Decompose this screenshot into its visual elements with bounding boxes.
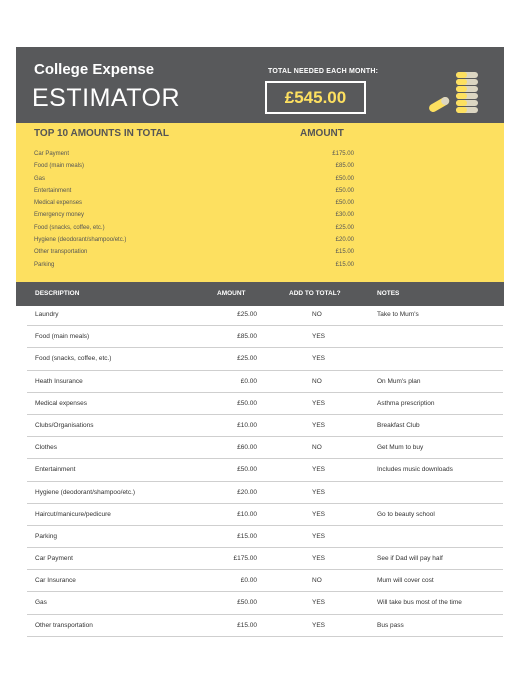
list-item (34, 151, 354, 163)
top10-amount: £20.00 (335, 237, 354, 244)
cell-amount[interactable]: £10.00 (237, 510, 257, 518)
cell-notes[interactable]: See if Dad will pay half (377, 555, 443, 563)
total-label: TOTAL NEEDED EACH MONTH: (268, 68, 379, 75)
column-header-description[interactable]: DESCRIPTION (35, 290, 80, 297)
table-row[interactable] (27, 570, 503, 592)
table-row[interactable] (27, 371, 503, 393)
cell-add[interactable]: YES (312, 421, 326, 429)
cell-notes[interactable]: Take to Mum's (377, 311, 419, 318)
cell-add[interactable]: NO (312, 577, 322, 585)
total-value[interactable]: £545.00 (265, 81, 366, 114)
table-row[interactable] (27, 393, 503, 415)
list-item (34, 163, 354, 175)
cell-amount[interactable]: £85.00 (237, 333, 257, 341)
table-row[interactable] (27, 526, 503, 548)
cell-notes[interactable]: Bus pass (377, 621, 404, 629)
top10-amount: £50.00 (335, 200, 354, 207)
table-row[interactable] (27, 482, 503, 504)
list-item (34, 200, 354, 212)
cell-add[interactable]: YES (312, 333, 326, 341)
top10-label: Emergency money (34, 212, 85, 219)
top10-amount: £25.00 (335, 224, 354, 231)
table-row[interactable] (27, 592, 503, 614)
column-header-add[interactable]: ADD TO TOTAL? (289, 290, 341, 297)
list-item (34, 262, 354, 274)
cell-amount[interactable]: £20.00 (237, 488, 257, 496)
top10-amount: £50.00 (335, 175, 354, 182)
cell-amount[interactable]: £60.00 (237, 444, 257, 452)
table-row[interactable] (27, 615, 503, 637)
top10-heading: TOP 10 AMOUNTS IN TOTAL (34, 128, 170, 139)
cell-amount[interactable]: £15.00 (237, 621, 257, 629)
cell-add[interactable]: NO (312, 377, 322, 385)
table-row[interactable] (27, 437, 503, 459)
cell-add[interactable]: YES (312, 599, 326, 607)
list-item (34, 225, 354, 237)
cell-add[interactable]: YES (312, 466, 326, 474)
cell-notes[interactable]: Go to beauty school (377, 510, 435, 518)
table-row[interactable] (27, 304, 503, 326)
cell-amount[interactable]: £25.00 (237, 355, 257, 363)
cell-notes[interactable]: Includes music downloads (377, 466, 453, 474)
top10-label: Gas (34, 175, 46, 182)
table-row[interactable] (27, 548, 503, 570)
cell-add[interactable]: YES (312, 532, 326, 540)
top10-label: Food (main meals) (34, 163, 85, 170)
title-small: College Expense (34, 61, 155, 78)
cell-add[interactable]: YES (312, 621, 326, 629)
top10-amount: £85.00 (335, 163, 354, 170)
cell-amount[interactable]: £25.00 (237, 311, 257, 318)
page-title: ESTIMATOR (32, 84, 181, 112)
cell-add[interactable]: YES (312, 510, 326, 518)
cell-description[interactable]: Gas (35, 599, 47, 607)
coins-icon (424, 68, 484, 118)
cell-description[interactable]: Entertainment (35, 466, 76, 474)
cell-description[interactable]: Clubs/Organisations (35, 421, 94, 429)
cell-amount[interactable]: £175.00 (233, 555, 257, 563)
cell-notes[interactable]: On Mum's plan (377, 377, 421, 385)
top10-amount: £30.00 (335, 212, 354, 219)
header-banner (16, 47, 504, 123)
column-header-notes[interactable]: NOTES (377, 290, 400, 297)
top10-label: Medical expenses (34, 200, 83, 207)
table-row[interactable] (27, 459, 503, 481)
cell-add[interactable]: NO (312, 444, 322, 452)
list-item (34, 249, 354, 261)
top10-amount: £175.00 (332, 151, 354, 157)
top10-label: Other transportation (34, 249, 88, 256)
cell-amount[interactable]: £0.00 (240, 577, 257, 585)
cell-add[interactable]: YES (312, 555, 326, 563)
expense-table (27, 304, 503, 637)
top10-label: Entertainment (34, 187, 72, 194)
table-row[interactable] (27, 504, 503, 526)
cell-amount[interactable]: £0.00 (240, 377, 257, 385)
cell-description[interactable]: Parking (35, 532, 58, 540)
cell-description[interactable]: Clothes (35, 444, 58, 452)
top10-label: Food (snacks, coffee, etc.) (34, 224, 105, 231)
top10-amount: £50.00 (335, 187, 354, 194)
table-row[interactable] (27, 415, 503, 437)
cell-notes[interactable]: Get Mum to buy (377, 444, 424, 452)
cell-notes[interactable]: Breakfast Club (377, 421, 420, 429)
cell-description[interactable]: Food (main meals) (35, 333, 90, 341)
cell-description[interactable]: Hygiene (deodorant/shampoo/etc.) (35, 488, 136, 496)
table-row[interactable] (27, 326, 503, 348)
cell-description[interactable]: Car Insurance (35, 577, 76, 585)
top10-amount: £15.00 (335, 249, 354, 256)
top10-list (34, 151, 354, 274)
top10-section (16, 123, 504, 282)
list-item (34, 212, 354, 224)
cell-add[interactable]: YES (312, 399, 326, 407)
top10-label: Parking (34, 261, 55, 268)
list-item (34, 188, 354, 200)
cell-amount[interactable]: £50.00 (237, 599, 257, 607)
cell-description[interactable]: Medical expenses (35, 399, 88, 407)
cell-description[interactable]: Car Payment (35, 555, 73, 563)
cell-notes[interactable]: Mum will cover cost (377, 577, 434, 585)
cell-notes[interactable]: Asthma prescription (377, 399, 435, 407)
cell-amount[interactable]: £50.00 (237, 399, 257, 407)
cell-description[interactable]: Laundry (35, 311, 59, 318)
cell-add[interactable]: YES (312, 488, 326, 496)
top10-amount: £15.00 (335, 261, 354, 268)
top10-amount-heading: AMOUNT (300, 128, 344, 139)
column-header-amount[interactable]: AMOUNT (217, 290, 246, 297)
cell-amount[interactable]: £50.00 (237, 466, 257, 474)
top10-label: Hygiene (deodorant/shampoo/etc.) (34, 237, 127, 244)
cell-amount[interactable]: £10.00 (237, 421, 257, 429)
top10-label: Car Payment (34, 151, 70, 157)
cell-description[interactable]: Food (snacks, coffee, etc.) (35, 355, 112, 363)
cell-add[interactable]: NO (312, 311, 322, 318)
cell-notes[interactable]: Will take bus most of the time (377, 599, 462, 607)
list-item (34, 237, 354, 249)
cell-description[interactable]: Other transportation (35, 621, 93, 629)
cell-description[interactable]: Heath Insurance (35, 377, 83, 385)
cell-add[interactable]: YES (312, 355, 326, 363)
table-row[interactable] (27, 348, 503, 370)
table-header (16, 282, 504, 306)
cell-amount[interactable]: £15.00 (237, 532, 257, 540)
cell-description[interactable]: Haircut/manicure/pedicure (35, 510, 111, 518)
list-item (34, 176, 354, 188)
